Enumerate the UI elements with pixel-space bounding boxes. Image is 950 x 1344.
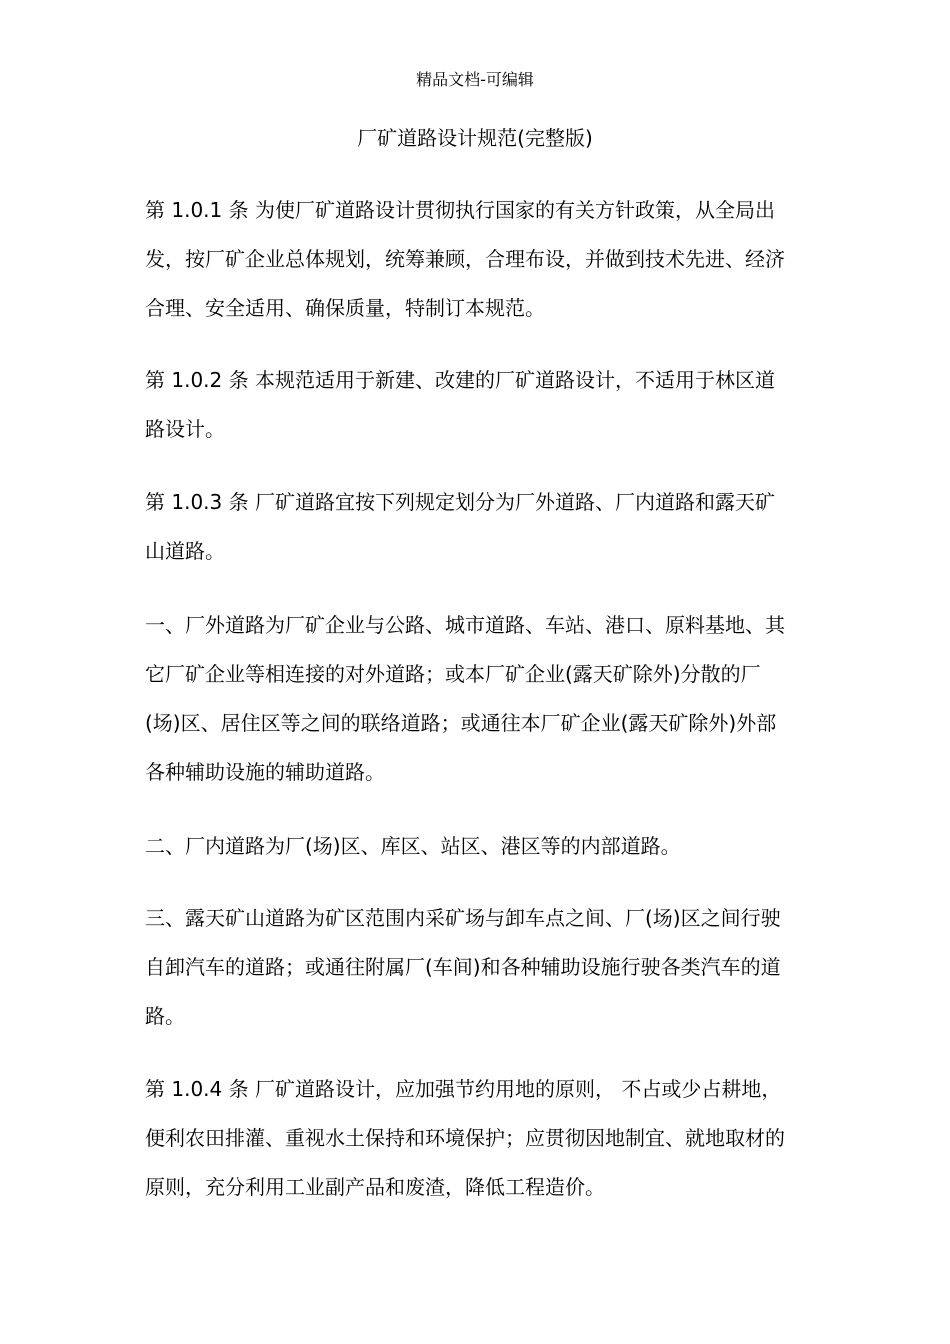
paragraph-item-3 — [145, 894, 815, 1041]
paragraph-item-1 — [145, 601, 815, 797]
paragraph-line: 它厂矿企业等相连接的对外道路；或本厂矿企业(露天矿除外)分散的厂 — [145, 662, 761, 686]
paragraph-line: 第 1.0.3 条 厂矿道路宜按下列规定划分为厂外道路、厂内道路和露天矿 — [145, 490, 775, 514]
paragraph-line: (场)区、居住区等之间的联络道路；或通往本厂矿企业(露天矿除外)外部 — [145, 711, 777, 735]
paragraph-line: 路设计。 — [145, 417, 225, 441]
paragraph-line: 自卸汽车的道路；或通往附属厂(车间)和各种辅助设施行驶各类汽车的道 — [145, 955, 781, 979]
paragraph-line: 合理、安全适用、确保质量，特制订本规范。 — [145, 296, 545, 320]
document-title: 厂矿道路设计规范(完整版) — [357, 126, 593, 150]
paragraph-line: 路。 — [145, 1004, 185, 1028]
paragraph-line: 发，按厂矿企业总体规划，统筹兼顾，合理布设，并做到技术先进、经济 — [145, 247, 785, 271]
paragraph-article-1-0-3 — [145, 478, 815, 576]
paragraph-line: 山道路。 — [145, 539, 225, 563]
page-header: 精品文档-可编辑 — [416, 70, 534, 89]
paragraph-item-2 — [145, 822, 815, 871]
paragraph-line: 第 1.0.1 条 为使厂矿道路设计贯彻执行国家的有关方针政策，从全局出 — [145, 198, 775, 222]
paragraph-line: 各种辅助设施的辅助道路。 — [145, 760, 385, 784]
paragraph-line: 原则，充分利用工业副产品和废渣，降低工程造价。 — [145, 1175, 605, 1199]
paragraph-article-1-0-4 — [145, 1065, 815, 1212]
paragraph-line: 第 1.0.2 条 本规范适用于新建、改建的厂矿道路设计，不适用于林区道 — [145, 368, 775, 392]
paragraph-line: 二、厂内道路为厂(场)区、库区、站区、港区等的内部道路。 — [145, 834, 681, 858]
paragraph-article-1-0-1 — [145, 186, 815, 333]
paragraph-line: 三、露天矿山道路为矿区范围内采矿场与卸车点之间、厂(场)区之间行驶 — [145, 906, 781, 930]
paragraph-line: 一、厂外道路为厂矿企业与公路、城市道路、车站、港口、原料基地、其 — [145, 613, 785, 637]
paragraph-article-1-0-2 — [145, 356, 815, 454]
paragraph-line: 便利农田排灌、重视水土保持和环境保护；应贯彻因地制宜、就地取材的 — [145, 1126, 785, 1150]
paragraph-line: 第 1.0.4 条 厂矿道路设计，应加强节约用地的原则， 不占或少占耕地， — [145, 1077, 782, 1101]
